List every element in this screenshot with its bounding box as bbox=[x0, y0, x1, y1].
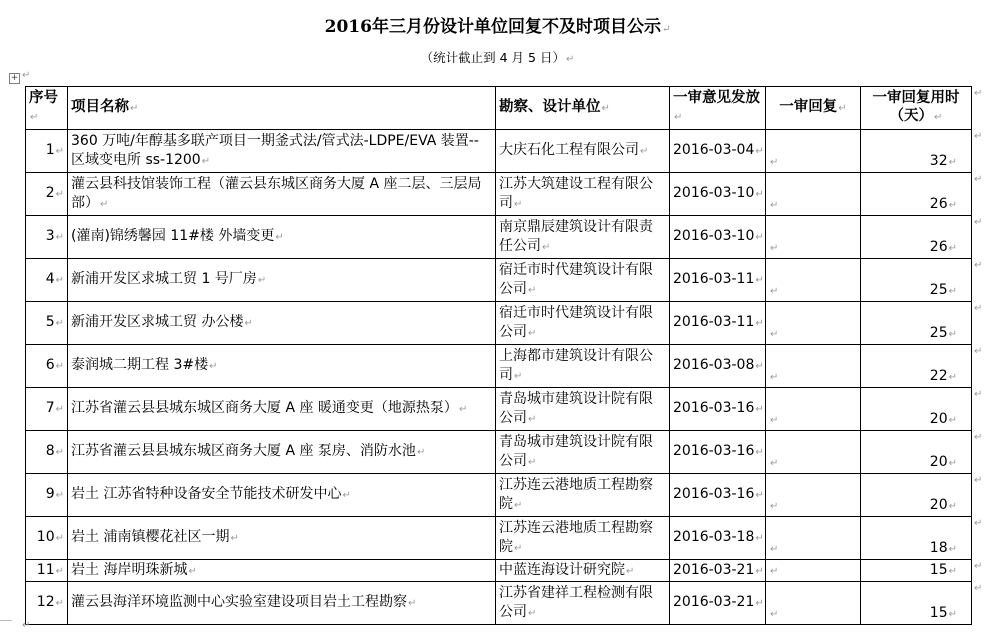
paragraph-mark-icon: ↵ bbox=[244, 318, 253, 329]
table-row bbox=[26, 582, 972, 625]
project-name-cell: 灌云县海洋环境监测中心实验室建设项目岩土工程勘察↵ bbox=[68, 582, 496, 625]
table-row bbox=[26, 173, 972, 216]
paragraph-mark-icon: ↵ bbox=[755, 404, 764, 415]
seq-cell: 4↵ bbox=[26, 259, 68, 302]
table-move-handle-icon[interactable]: + bbox=[10, 73, 19, 83]
paragraph-mark-icon: ↵ bbox=[948, 458, 957, 469]
reply-cell bbox=[766, 431, 861, 474]
row-end-mark-icon: ↵ bbox=[974, 260, 983, 271]
project-name-cell: 江苏省灌云县县城东城区商务大厦 A 座 泵房、消防水池↵ bbox=[68, 431, 496, 474]
reply-cell bbox=[766, 259, 861, 302]
paragraph-mark-icon: ↵ bbox=[565, 54, 575, 65]
design-unit-cell: 青岛城市建筑设计院有限公司↵ bbox=[496, 388, 670, 431]
paragraph-mark-icon: ↵ bbox=[528, 607, 537, 619]
days-cell: 32↵ bbox=[861, 130, 972, 173]
reply-cell bbox=[766, 216, 861, 259]
row-end-mark-icon: ↵ bbox=[974, 389, 983, 400]
seq-cell: 2↵ bbox=[26, 173, 68, 216]
paragraph-mark-icon: ↵ bbox=[770, 243, 779, 254]
opinion-date-cell: 2016-03-11↵ bbox=[670, 259, 766, 302]
row-end-mark-icon: ↵ bbox=[974, 518, 983, 529]
days-cell: 22↵ bbox=[861, 345, 972, 388]
paragraph-mark-icon: ↵ bbox=[55, 447, 64, 458]
paragraph-mark-icon: ↵ bbox=[755, 447, 764, 458]
reply-cell bbox=[766, 517, 861, 560]
opinion-date-cell: 2016-03-16↵ bbox=[670, 388, 766, 431]
paragraph-mark-icon: ↵ bbox=[55, 490, 64, 501]
opinion-date-cell: 2016-03-10↵ bbox=[670, 216, 766, 259]
project-name-cell: 灌云县科技馆装饰工程（灌云县东城区商务大厦 A 座二层、三层局部）↵ bbox=[68, 173, 496, 216]
header-days: 一审回复用时（天）↵ bbox=[861, 87, 972, 130]
paragraph-mark-icon: ↵ bbox=[948, 415, 957, 426]
days-cell: 20↵ bbox=[861, 431, 972, 474]
days-cell: 25↵ bbox=[861, 302, 972, 345]
row-end-mark-icon: ↵ bbox=[974, 88, 983, 99]
paragraph-mark-icon: ↵ bbox=[770, 544, 779, 555]
paragraph-mark-icon: ↵ bbox=[22, 70, 31, 81]
paragraph-mark-icon: ↵ bbox=[770, 415, 779, 426]
seq-cell: 7↵ bbox=[26, 388, 68, 431]
row-end-mark-icon: ↵ bbox=[974, 131, 983, 142]
paragraph-mark-icon: ↵ bbox=[188, 565, 197, 577]
subtitle-text: （统计截止到 4 月 5 日） bbox=[420, 50, 565, 65]
seq-cell: 1↵ bbox=[26, 130, 68, 173]
paragraph-mark-icon: ↵ bbox=[755, 533, 764, 544]
paragraph-mark-icon: ↵ bbox=[408, 598, 417, 609]
paragraph-mark-icon: ↵ bbox=[528, 284, 537, 296]
row-end-mark-icon: ↵ bbox=[974, 583, 983, 594]
document-subtitle bbox=[0, 48, 995, 66]
header-unit: 勘察、设计单位↵ bbox=[496, 87, 670, 130]
row-end-mark-icon: ↵ bbox=[974, 217, 983, 228]
paragraph-mark-icon: ↵ bbox=[55, 189, 64, 200]
project-name-cell: 新浦开发区求城工贸 办公楼↵ bbox=[68, 302, 496, 345]
paragraph-mark-icon: ↵ bbox=[640, 146, 649, 157]
paragraph-mark-icon: ↵ bbox=[755, 565, 764, 577]
days-cell: 15↵ bbox=[861, 560, 972, 582]
table-header-row bbox=[26, 87, 972, 130]
paragraph-mark-icon: ↵ bbox=[514, 542, 523, 554]
paragraph-mark-icon: ↵ bbox=[770, 372, 779, 383]
header-project: 项目名称↵ bbox=[68, 87, 496, 130]
design-unit-cell: 宿迁市时代建筑设计有限公司↵ bbox=[496, 259, 670, 302]
opinion-date-cell: 2016-03-16↵ bbox=[670, 431, 766, 474]
opinion-date-cell: 2016-03-18↵ bbox=[670, 517, 766, 560]
seq-cell: 12↵ bbox=[26, 582, 68, 625]
design-unit-cell: 中蓝连海设计研究院↵ bbox=[496, 560, 670, 582]
days-cell: 26↵ bbox=[861, 216, 972, 259]
paragraph-mark-icon: ↵ bbox=[770, 286, 779, 297]
days-cell: 20↵ bbox=[861, 388, 972, 431]
table-row bbox=[26, 259, 972, 302]
header-opinion: 一审意见发放↵ bbox=[670, 87, 766, 130]
paragraph-mark-icon: ↵ bbox=[755, 598, 764, 609]
design-unit-cell: 南京鼎辰建筑设计有限责任公司↵ bbox=[496, 216, 670, 259]
paragraph-mark-icon: ↵ bbox=[661, 24, 671, 35]
reply-cell bbox=[766, 130, 861, 173]
seq-cell: 5↵ bbox=[26, 302, 68, 345]
table-row bbox=[26, 560, 972, 582]
project-name-cell: 江苏省灌云县县城东城区商务大厦 A 座 暖通变更（地源热泵）↵ bbox=[68, 388, 496, 431]
design-unit-cell: 江苏连云港地质工程勘察院↵ bbox=[496, 474, 670, 517]
project-name-cell: 泰润城二期工程 3#楼↵ bbox=[68, 345, 496, 388]
design-unit-cell: 大庆石化工程有限公司↵ bbox=[496, 130, 670, 173]
notice-table bbox=[25, 86, 972, 625]
project-name-cell: (灌南)锦绣馨园 11#楼 外墙变更↵ bbox=[68, 216, 496, 259]
header-reply: 一审回复↵ bbox=[766, 87, 861, 130]
reply-cell bbox=[766, 560, 861, 582]
paragraph-mark-icon: ↵ bbox=[528, 413, 537, 425]
reply-cell bbox=[766, 345, 861, 388]
paragraph-mark-icon: ↵ bbox=[528, 456, 537, 468]
paragraph-mark-icon: ↵ bbox=[55, 275, 64, 286]
table-row bbox=[26, 474, 972, 517]
design-unit-cell: 江苏大筑建设工程有限公司↵ bbox=[496, 173, 670, 216]
paragraph-mark-icon: ↵ bbox=[514, 370, 523, 382]
paragraph-mark-icon: ↵ bbox=[948, 372, 957, 383]
table-row bbox=[26, 130, 972, 173]
project-name-cell: 岩土 江苏省特种设备安全节能技术研发中心↵ bbox=[68, 474, 496, 517]
paragraph-mark-icon: ↵ bbox=[948, 566, 957, 577]
paragraph-mark-icon: ↵ bbox=[948, 157, 957, 168]
seq-cell: 3↵ bbox=[26, 216, 68, 259]
paragraph-mark-icon: ↵ bbox=[22, 620, 31, 631]
paragraph-mark-icon: ↵ bbox=[948, 544, 957, 555]
table-row bbox=[26, 388, 972, 431]
paragraph-mark-icon: ↵ bbox=[55, 232, 64, 243]
document-title bbox=[0, 12, 995, 37]
design-unit-cell: 江苏连云港地质工程勘察院↵ bbox=[496, 517, 670, 560]
design-unit-cell: 上海都市建筑设计有限公司↵ bbox=[496, 345, 670, 388]
opinion-date-cell: 2016-03-04↵ bbox=[670, 130, 766, 173]
paragraph-mark-icon: ↵ bbox=[948, 501, 957, 512]
paragraph-mark-icon: ↵ bbox=[55, 404, 64, 415]
project-name-cell: 岩土 海岸明珠新城↵ bbox=[68, 560, 496, 582]
paragraph-mark-icon: ↵ bbox=[948, 243, 957, 254]
paragraph-mark-icon: ↵ bbox=[55, 598, 64, 609]
project-name-cell: 新浦开发区求城工贸 1 号厂房↵ bbox=[68, 259, 496, 302]
row-end-mark-icon: ↵ bbox=[974, 346, 983, 357]
paragraph-mark-icon: ↵ bbox=[514, 499, 523, 511]
paragraph-mark-icon: ↵ bbox=[275, 232, 284, 243]
seq-cell: 9↵ bbox=[26, 474, 68, 517]
paragraph-mark-icon: ↵ bbox=[542, 241, 551, 253]
table-row bbox=[26, 302, 972, 345]
paragraph-mark-icon: ↵ bbox=[755, 232, 764, 243]
paragraph-mark-icon: ↵ bbox=[770, 157, 779, 168]
paragraph-mark-icon: ↵ bbox=[770, 566, 779, 577]
paragraph-mark-icon: ↵ bbox=[416, 447, 426, 458]
days-cell: 18↵ bbox=[861, 517, 972, 560]
seq-cell: 8↵ bbox=[26, 431, 68, 474]
paragraph-mark-icon: ↵ bbox=[55, 361, 64, 372]
paragraph-mark-icon: ↵ bbox=[528, 327, 537, 339]
paragraph-mark-icon: ↵ bbox=[626, 565, 635, 577]
days-cell: 20↵ bbox=[861, 474, 972, 517]
paragraph-mark-icon: ↵ bbox=[55, 533, 64, 544]
reply-cell bbox=[766, 173, 861, 216]
paragraph-mark-icon: ↵ bbox=[770, 329, 779, 340]
paragraph-mark-icon: ↵ bbox=[55, 565, 64, 577]
paragraph-mark-icon: ↵ bbox=[948, 329, 957, 340]
opinion-date-cell: 2016-03-21↵ bbox=[670, 582, 766, 625]
paragraph-mark-icon: ↵ bbox=[770, 501, 779, 512]
paragraph-mark-icon: ↵ bbox=[770, 609, 779, 620]
paragraph-mark-icon: ↵ bbox=[770, 200, 779, 211]
row-end-mark-icon: ↵ bbox=[974, 174, 983, 185]
header-seq: 序号↵ bbox=[26, 87, 68, 130]
paragraph-mark-icon: ↵ bbox=[342, 490, 351, 501]
paragraph-mark-icon: ↵ bbox=[201, 155, 211, 167]
design-unit-cell: 江苏省建祥工程检测有限公司↵ bbox=[496, 582, 670, 625]
row-end-mark-icon: ↵ bbox=[974, 432, 983, 443]
paragraph-mark-icon: ↵ bbox=[55, 146, 64, 157]
row-end-mark-icon: ↵ bbox=[974, 475, 983, 486]
paragraph-mark-icon: ↵ bbox=[755, 318, 764, 329]
paragraph-mark-icon: ↵ bbox=[755, 189, 764, 200]
paragraph-mark-icon: ↵ bbox=[209, 361, 218, 372]
table-row bbox=[26, 216, 972, 259]
reply-cell bbox=[766, 474, 861, 517]
paragraph-mark-icon: ↵ bbox=[100, 198, 109, 210]
page-edge bbox=[0, 620, 12, 621]
project-name-cell: 360 万吨/年醇基多联产项目一期釜式法/管式法-LDPE/EVA 装置--区域变电所 ss-1200↵ bbox=[68, 130, 496, 173]
days-cell: 25↵ bbox=[861, 259, 972, 302]
paragraph-mark-icon: ↵ bbox=[948, 609, 957, 620]
design-unit-cell: 青岛城市建筑设计院有限公司↵ bbox=[496, 431, 670, 474]
days-cell: 26↵ bbox=[861, 173, 972, 216]
reply-cell bbox=[766, 582, 861, 625]
opinion-date-cell: 2016-03-16↵ bbox=[670, 474, 766, 517]
paragraph-mark-icon: ↵ bbox=[948, 200, 957, 211]
title-text: 2016年三月份设计单位回复不及时项目公示 bbox=[324, 17, 661, 37]
paragraph-mark-icon: ↵ bbox=[458, 404, 468, 415]
seq-cell: 11↵ bbox=[26, 560, 68, 582]
opinion-date-cell: 2016-03-11↵ bbox=[670, 302, 766, 345]
paragraph-mark-icon: ↵ bbox=[755, 490, 764, 501]
table-row bbox=[26, 431, 972, 474]
days-cell: 15↵ bbox=[861, 582, 972, 625]
row-end-mark-icon: ↵ bbox=[974, 303, 983, 314]
paragraph-mark-icon: ↵ bbox=[770, 458, 779, 469]
opinion-date-cell: 2016-03-10↵ bbox=[670, 173, 766, 216]
project-name-cell: 岩土 浦南镇樱花社区一期↵ bbox=[68, 517, 496, 560]
seq-cell: 6↵ bbox=[26, 345, 68, 388]
reply-cell bbox=[766, 388, 861, 431]
opinion-date-cell: 2016-03-08↵ bbox=[670, 345, 766, 388]
table-row bbox=[26, 517, 972, 560]
design-unit-cell: 宿迁市时代建筑设计有限公司↵ bbox=[496, 302, 670, 345]
paragraph-mark-icon: ↵ bbox=[755, 275, 764, 286]
paragraph-mark-icon: ↵ bbox=[230, 533, 239, 544]
paragraph-mark-icon: ↵ bbox=[948, 286, 957, 297]
opinion-date-cell: 2016-03-21↵ bbox=[670, 560, 766, 582]
row-end-mark-icon: ↵ bbox=[974, 561, 983, 572]
reply-cell bbox=[766, 302, 861, 345]
paragraph-mark-icon: ↵ bbox=[257, 275, 267, 286]
paragraph-mark-icon: ↵ bbox=[55, 318, 64, 329]
paragraph-mark-icon: ↵ bbox=[755, 361, 764, 372]
seq-cell: 10↵ bbox=[26, 517, 68, 560]
table-row bbox=[26, 345, 972, 388]
paragraph-mark-icon: ↵ bbox=[514, 198, 523, 210]
paragraph-mark-icon: ↵ bbox=[755, 146, 764, 157]
